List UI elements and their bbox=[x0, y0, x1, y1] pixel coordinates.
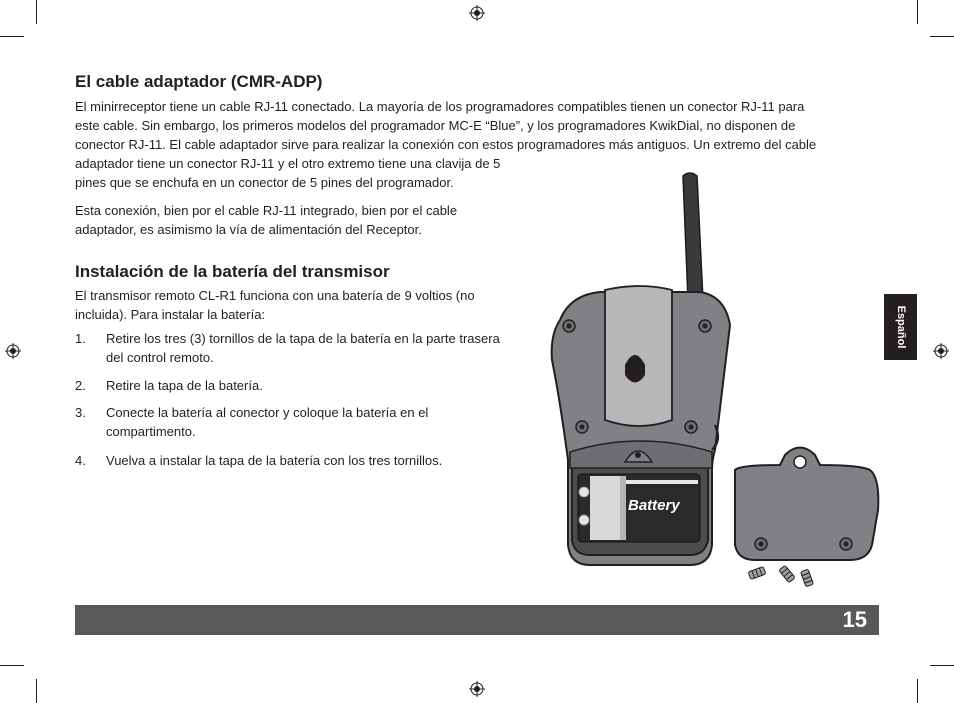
text-line: conector RJ-11. El cable adaptador sirve para realizar la conexión con estos programadores más antiguos. Un extremo del cable bbox=[75, 137, 817, 152]
step-item-3 bbox=[75, 403, 535, 441]
text-line: Retire la tapa de la batería. bbox=[106, 378, 263, 393]
step-number: 3. bbox=[75, 405, 86, 420]
section-title-battery-install: Instalación de la batería del transmisor bbox=[75, 262, 390, 281]
battery-label: Battery bbox=[628, 497, 680, 514]
text-line: adaptador tiene un conector RJ-11 y el otro extremo tiene una clavija de 5 bbox=[75, 156, 501, 171]
screw-icon bbox=[779, 565, 795, 582]
step-text bbox=[106, 403, 535, 441]
step-text bbox=[106, 376, 535, 395]
text-line: El minirreceptor tiene un cable RJ-11 conectado. La mayoría de los programadores compatibles tienen un conector RJ-11 para bbox=[75, 99, 805, 114]
text-line: pines que se enchufa en un conector de 5 pines del programador. bbox=[75, 175, 454, 190]
step-number: 1. bbox=[75, 331, 86, 346]
text-line: Vuelva a instalar la tapa de la batería con los tres tornillos. bbox=[106, 453, 443, 468]
paragraph-power-path bbox=[75, 201, 535, 239]
text-line: adaptador, es asimismo la vía de alimentación del Receptor. bbox=[75, 222, 422, 237]
step-item-4 bbox=[75, 451, 535, 470]
crop-mark-bl-h bbox=[0, 665, 24, 666]
screw-icon bbox=[801, 569, 814, 587]
page-number: 15 bbox=[842, 607, 867, 632]
crop-mark-tr-h bbox=[930, 36, 954, 37]
text-line: Retire los tres (3) tornillos de la tapa de la batería en la parte trasera bbox=[106, 331, 500, 346]
registration-mark-bottom-icon bbox=[469, 681, 485, 697]
text-line: Conecte la batería al conector y coloque la batería en el bbox=[106, 405, 429, 420]
step-number: 4. bbox=[75, 453, 86, 468]
crop-mark-bl-v bbox=[36, 679, 37, 703]
registration-mark-left-icon bbox=[5, 343, 21, 359]
registration-mark-top-icon bbox=[469, 5, 485, 21]
step-text bbox=[106, 451, 535, 470]
transmitter-battery-illustration bbox=[540, 168, 880, 598]
paragraph-battery-intro bbox=[75, 286, 535, 324]
step-item-1 bbox=[75, 329, 535, 367]
text-line: este cable. Sin embargo, los primeros modelos del programador MC-E “Blue”, y los programadores KwikDial, no disponen de bbox=[75, 118, 796, 133]
step-text bbox=[106, 329, 535, 367]
text-line: incluida). Para instalar la batería: bbox=[75, 307, 266, 322]
crop-mark-br-h bbox=[930, 665, 954, 666]
step-item-2 bbox=[75, 376, 535, 395]
section-title-adapter-cable: El cable adaptador (CMR-ADP) bbox=[75, 72, 323, 91]
crop-mark-tr-v bbox=[917, 0, 918, 24]
crop-mark-br-v bbox=[917, 679, 918, 703]
text-line: El transmisor remoto CL-R1 funciona con una batería de 9 voltios (no bbox=[75, 288, 475, 303]
screw-icon bbox=[748, 567, 766, 580]
text-line: compartimento. bbox=[106, 424, 196, 439]
text-line: del control remoto. bbox=[106, 350, 214, 365]
footer-bar bbox=[75, 605, 879, 635]
registration-mark-right-icon bbox=[933, 343, 949, 359]
crop-mark-tl-v bbox=[36, 0, 37, 24]
step-number: 2. bbox=[75, 378, 86, 393]
text-line: Esta conexión, bien por el cable RJ-11 integrado, bien por el cable bbox=[75, 203, 458, 218]
language-tab bbox=[884, 294, 917, 360]
language-tab-label: Español bbox=[894, 305, 907, 349]
crop-mark-tl-h bbox=[0, 36, 24, 37]
